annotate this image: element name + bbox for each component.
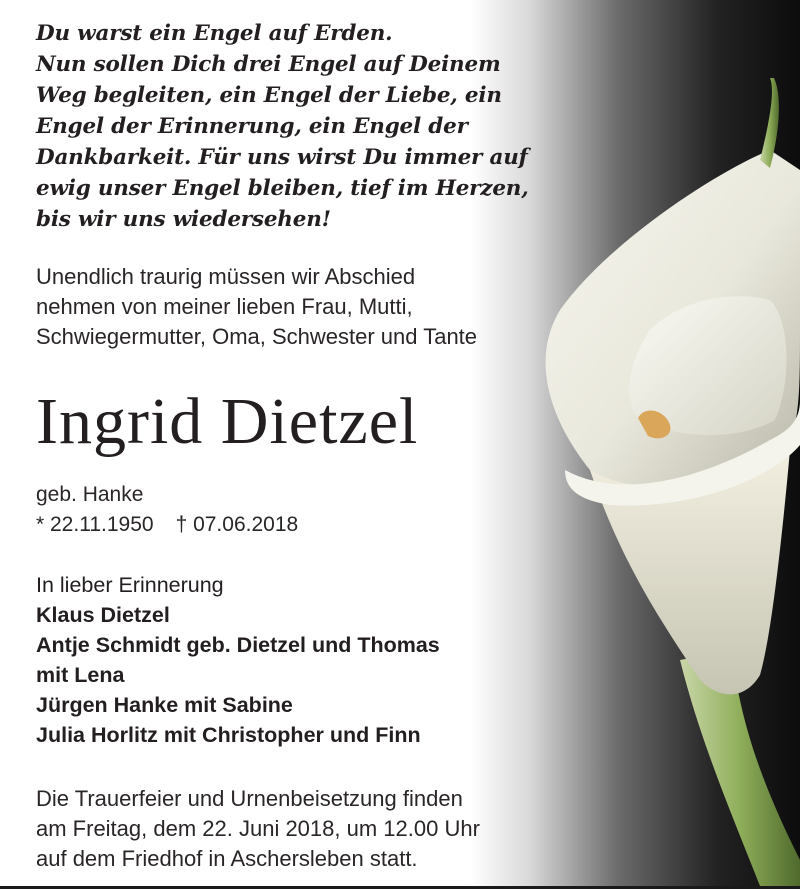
poem-verse (36, 18, 529, 235)
family-member: Jürgen Hanke mit Sabine (36, 693, 293, 717)
ceremony-line: am Freitag, dem 22. Juni 2018, um 12.00 Uhr (36, 816, 480, 841)
poem-line: ewig unser Engel bleiben, tief im Herzen, (36, 176, 529, 201)
family-member: Klaus Dietzel (36, 603, 170, 627)
poem-line: Dankbarkeit. Für uns wirst Du immer auf (36, 145, 528, 170)
intro-line: Unendlich traurig müssen wir Abschied (36, 264, 416, 289)
family-list (36, 600, 440, 750)
death-date: † 07.06.2018 (175, 513, 299, 536)
ceremony-info (36, 784, 480, 874)
family-member: Antje Schmidt geb. Dietzel und Thomas (36, 633, 440, 657)
family-member: mit Lena (36, 663, 125, 687)
deceased-name: Ingrid Dietzel (36, 385, 419, 458)
intro-line: Schwiegermutter, Oma, Schwester und Tante (36, 324, 478, 349)
dates-row (36, 510, 298, 540)
farewell-intro (36, 262, 477, 352)
poem-line: Weg begleiten, ein Engel der Liebe, ein (36, 83, 502, 108)
ceremony-line: auf dem Friedhof in Aschersleben statt. (36, 846, 418, 871)
poem-line: Du warst ein Engel auf Erden. (36, 21, 393, 46)
poem-line: bis wir uns wiedersehen! (36, 207, 331, 232)
birth-date: * 22.11.1950 (36, 513, 154, 536)
mourners-lead: In lieber Erinnerung (36, 573, 224, 597)
life-dates (36, 480, 298, 540)
poem-line: Nun sollen Dich drei Engel auf Deinem (36, 52, 501, 77)
intro-line: nehmen von meiner lieben Frau, Mutti, (36, 294, 413, 319)
maiden-name: geb. Hanke (36, 483, 144, 506)
mourners-block (36, 570, 440, 750)
family-member: Julia Horlitz mit Christopher und Finn (36, 723, 421, 747)
ceremony-line: Die Trauerfeier und Urnenbeisetzung finden (36, 786, 463, 811)
poem-line: Engel der Erinnerung, ein Engel der (36, 114, 468, 139)
